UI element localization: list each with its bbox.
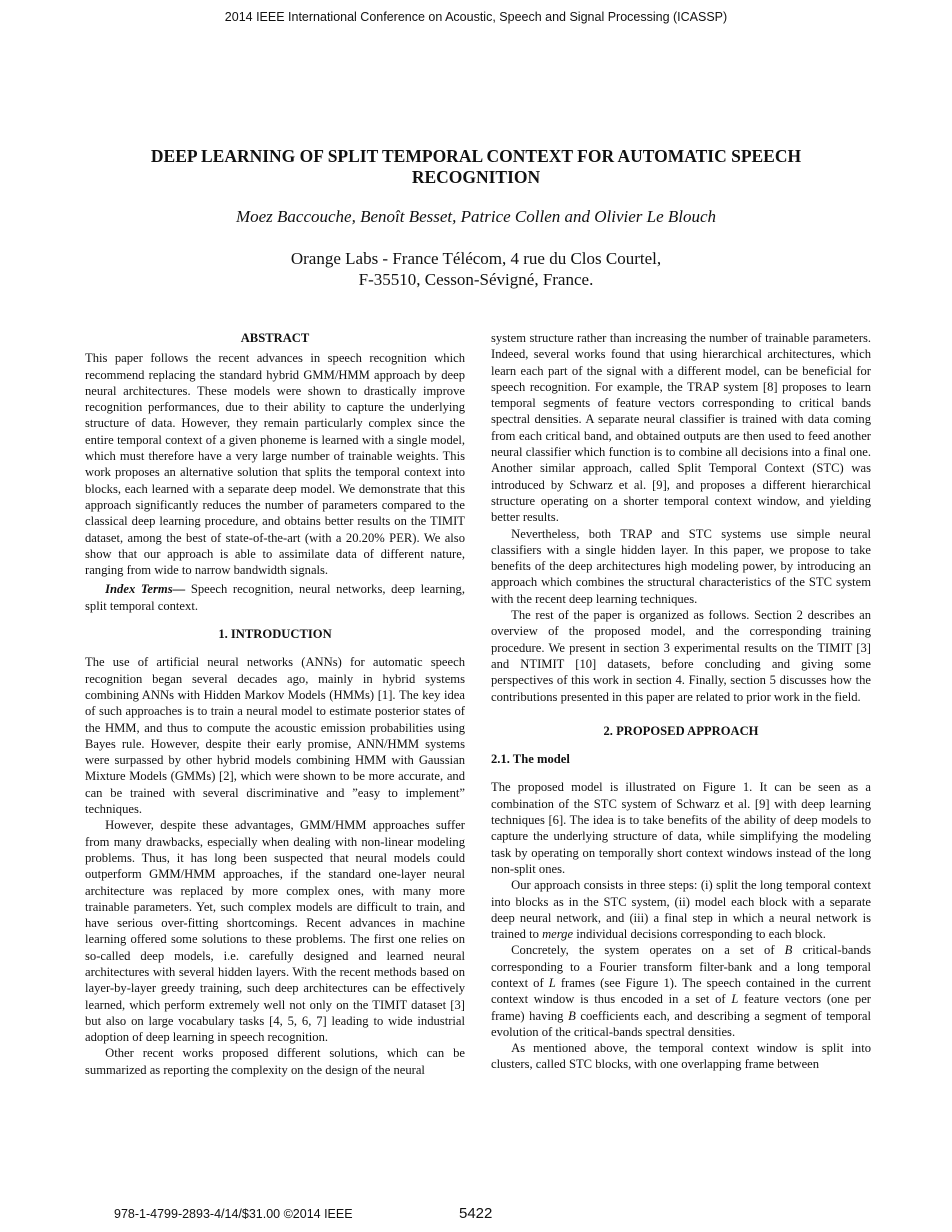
model-paragraph-3-part-e: coefficients each, and describing a segment of temporal evolution of the critical-bands spectral densities. [491, 1008, 871, 1039]
model-paragraph-3 [491, 942, 871, 1040]
model-paragraph-1: The proposed model is illustrated on Figure 1. It can be seen as a combination of the STC system of Schwarz et al. [9] with deep learning techniques [6]. The idea is to take benefits of the ability of deep models to capture the underlying structure of data, while simplifying the modeling task by operating on temporally short context windows instead of the long non-split ones. [491, 780, 871, 876]
paper-authors: Moez Baccouche, Benoît Besset, Patrice Collen and Olivier Le Blouch [235, 207, 717, 226]
introduction-heading: 1. INTRODUCTION [218, 627, 332, 642]
page-number: 5422 [459, 1205, 493, 1222]
index-terms-label: Index Terms— [105, 582, 186, 597]
model-paragraph-3-part-c: frames (see Figure 1). The speech contained in the current context window is thus encoded in a set of [491, 975, 871, 1007]
right-paragraph-3: The rest of the paper is organized as follows. Section 2 describes an overview of the proposed model, and the corresponding training procedure. We present in section 3 experimental results on the TIMIT [3] and NTIMIT [10] datasets, before concluding and giving some perspectives of this work in section 4. Finally, section 5 discusses how the contributions presented in this paper are related to prior work in the field. [491, 608, 871, 704]
right-paragraph-2: Nevertheless, both TRAP and STC systems use simple neural classifiers with a single hidden layer. In this paper, we propose to take benefits of the deep architectures high modeling power, by introducing an approach which combines the structural characteristics of the STC system with the recent deep learning techniques. [491, 526, 871, 606]
paper-title-line-2: RECOGNITION [411, 167, 541, 187]
model-paragraph-4: As mentioned above, the temporal context window is split into clusters, called STC blocks, with one overlapping frame between [491, 1041, 871, 1072]
intro-paragraph-1: The use of artificial neural networks (ANNs) for automatic speech recognition began several decades ago, mainly in hybrid systems combining ANNs with Hidden Markov Models (HMMs) [1]. The key idea of such approaches is to train a neural model to estimate posterior states of the HMM, and thus to compute the acoustic emission probabilities using Bayes rule. However, despite their early promise, ANN/HMM systems were surpassed by other hybrid models combining HMM with Gaussian Mixture Models (GMMs) [2], which were shown to be more accurate, and can be trained with several discriminative and ”easy to implement” techniques. [85, 655, 465, 817]
math-symbol-l: L [548, 975, 556, 990]
model-paragraph-2-part-a: Our approach consists in three steps: (i) split the long temporal context into blocks as in the STC system, (ii) model each block with a separate deep neural network, and (iii) a final step in which a neural network is trained to [491, 878, 871, 942]
model-paragraph-2 [491, 877, 871, 942]
math-symbol-b: B [784, 943, 793, 958]
intro-paragraph-3: Other recent works proposed different solutions, which can be summarized as reporting the complexity on the design of the neural [85, 1046, 465, 1077]
index-terms-text: Speech recognition, neural networks, deep learning, split temporal context. [85, 582, 465, 613]
affiliation-line-1: Orange Labs - France Télécom, 4 rue du Clos Courtel, [290, 249, 662, 268]
model-paragraph-3-part-a: Concretely, the system operates on a set of [511, 943, 785, 958]
paper-affiliation [0, 248, 952, 290]
intro-paragraph-2: However, despite these advantages, GMM/HMM approaches suffer from many drawbacks, especially when dealing with non-linear modeling problems. Thus, it has long been suspected that neural models could outperform GMM/HMM approaches, if the standard one-layer neural architecture was replaced by more complex ones, with many more trainable parameters. Yet, such complex models are difficult to train, and have serious over-fitting shortcomings. Recent advances in machine learning offered some solutions to these problems. The first one relies on so-called deep models, i.e. carefully designed and learned neural architectures with several hidden layers. With the recent methods based on layer-by-layer greedy training, such deep architectures can be effectively learned, which perform extremely well not only on the TIMIT dataset [3] but also on large vocabulary tasks [4, 5, 6, 7] leading to wide industrial adoption of deep learning in speech recognition. [85, 818, 465, 1045]
right-column [491, 330, 871, 1073]
paper-title-line-1: DEEP LEARNING OF SPLIT TEMPORAL CONTEXT FOR AUTOMATIC SPEECH [150, 146, 802, 166]
index-terms [85, 581, 465, 614]
copyright-notice: 978-1-4799-2893-4/14/$31.00 ©2014 IEEE [114, 1207, 353, 1221]
abstract-text: This paper follows the recent advances in speech recognition which recommend replacing the standard hybrid GMM/HMM approach by deep neural architectures. These models were shown to drastically improve recognition performances, due to their ability to capture the underlying structure of data. However, they remain particularly complex since the entire temporal context of a given phoneme is learned with a single model, which must therefore have a very large number of trainable weights. This work proposes an alternative solution that splits the temporal context into blocks, each learned with a separate deep model. We demonstrate that this approach significantly reduces the number of parameters compared to the classical deep learning procedure, and obtains better results on the TIMIT dataset, among the best of state-of-the-art (with a 20.20% PER). We also show that our approach is able to assimilate data of different nature, ranging from wide to narrow bandwidth signals. [85, 351, 465, 578]
abstract-heading: ABSTRACT [240, 331, 310, 345]
proposed-approach-heading: 2. PROPOSED APPROACH [603, 723, 759, 738]
math-symbol-b: B [568, 1008, 576, 1023]
model-paragraph-3-part-b: critical-bands corresponding to a Fourier transform filter-bank and a long temporal context of [491, 943, 871, 990]
model-paragraph-3-part-d: feature vectors (one per frame) having [491, 992, 871, 1023]
affiliation-line-2: F-35510, Cesson-Sévigné, France. [358, 270, 594, 289]
conference-header: 2014 IEEE International Conference on Acoustic, Speech and Signal Processing (ICASSP) [224, 10, 728, 24]
model-paragraph-2-part-b: individual decisions corresponding to each block. [573, 927, 826, 942]
paper-title [100, 146, 852, 188]
merge-emphasis: merge [542, 927, 574, 942]
right-paragraph-1: system structure rather than increasing the number of trainable parameters. Indeed, several works found that using hierarchical architectures, which learn each part of the signal with a different model, can be beneficial for speech recognition. For example, the TRAP system [8] proposes to learn temporal segments of feature vectors corresponding to critical bands spectral densities. A separate neural classifier is trained with data coming from each critical band, and obtained outputs are then used to feed another neural classifier which function is to combine all decisions into a final one. Another similar approach, called Split Temporal Context (STC) was introduced by Schwarz et al. [9], and proposes a different hierarchical structure operating on a shorter temporal context window, and yielding better results. [491, 331, 871, 525]
model-subheading: 2.1. The model [491, 752, 570, 767]
math-symbol-l: L [731, 992, 739, 1007]
left-column [85, 330, 465, 1078]
